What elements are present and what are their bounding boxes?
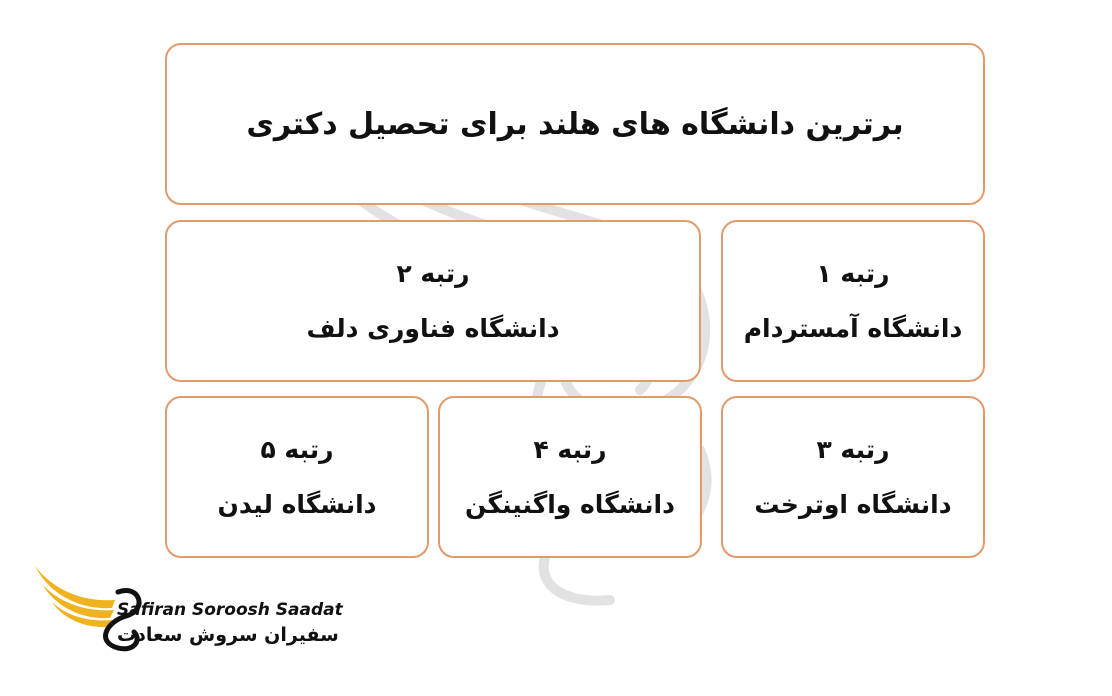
rank-card-2: [165, 220, 701, 382]
university-name: دانشگاه آمستردام: [743, 314, 963, 343]
rank-label: رتبه ۵: [260, 435, 334, 464]
university-name: دانشگاه فناوری دلف: [306, 314, 560, 343]
title-box: [165, 43, 985, 205]
rank-card-5: [165, 396, 429, 558]
rank-card-4: [438, 396, 702, 558]
rank-card-1: [721, 220, 985, 382]
logo-text-english: Safiran Soroosh Saadat: [117, 600, 343, 620]
university-name: دانشگاه واگنینگن: [465, 490, 675, 519]
logo-text-persian: سفیران سروش سعادت: [117, 624, 339, 646]
diagram-title: برترین دانشگاه های هلند برای تحصیل دکتری: [246, 106, 904, 142]
university-name: دانشگاه اوترخت: [754, 490, 952, 519]
university-name: دانشگاه لیدن: [217, 490, 377, 519]
rank-card-3: [721, 396, 985, 558]
rank-label: رتبه ۱: [816, 259, 890, 288]
rank-label: رتبه ۲: [396, 259, 470, 288]
rank-label: رتبه ۳: [816, 435, 890, 464]
rank-label: رتبه ۴: [533, 435, 607, 464]
